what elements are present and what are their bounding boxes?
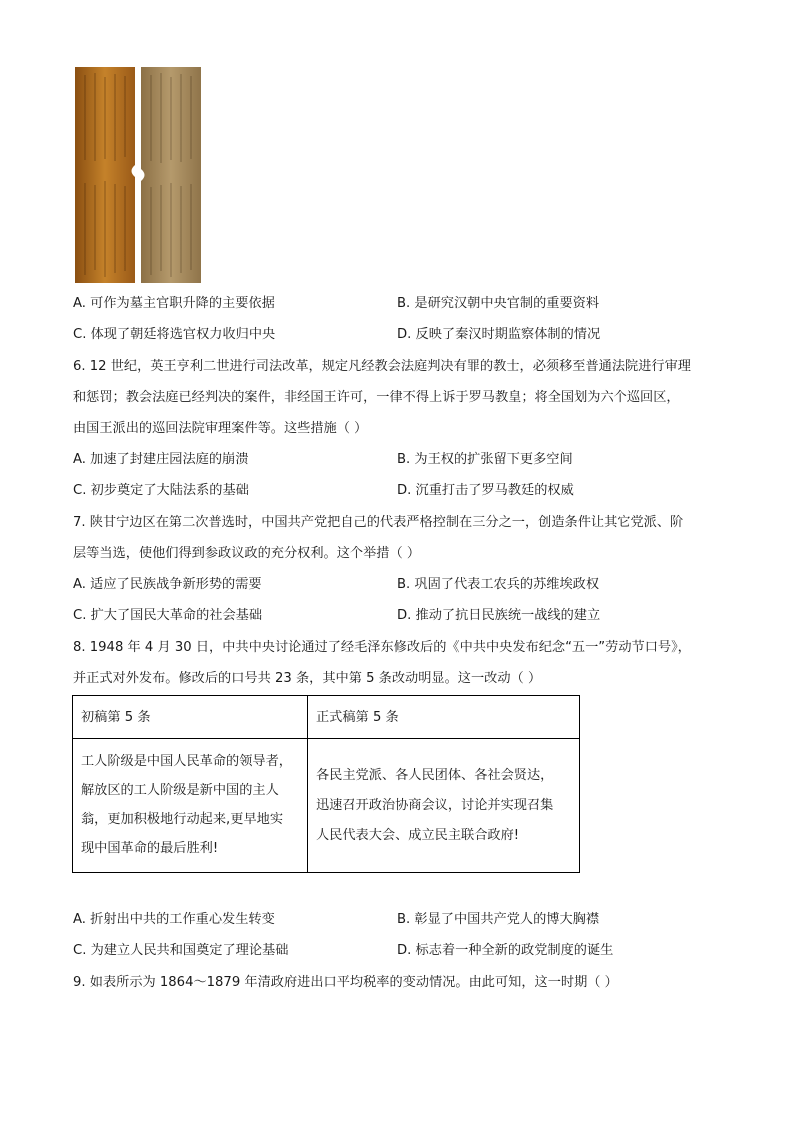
q6-stem-line-1: 6. 12 世纪，英王亨利二世进行司法改革，规定凡经教会法庭判决有罪的教士，必须移至普通法院进行审理 [73, 359, 691, 374]
q8-stem-line-2: 并正式对外发布。修改后的口号共 23 条，其中第 5 条改动明显。这一改动（ ） [73, 671, 542, 686]
draft-line-3: 翁，更加积极地行动起来,更早地实 [81, 812, 284, 827]
q8-option-a[interactable]: A. 折射出中共的工作重心发生转变 [73, 912, 275, 927]
q6-option-a[interactable]: A. 加速了封建庄园法庭的崩溃 [73, 452, 249, 467]
q5-option-d[interactable]: D. 反映了秦汉时期监察体制的情况 [397, 327, 601, 342]
draft-line-2: 解放区的工人阶级是新中国的主人 [81, 783, 279, 798]
q6-stem-line-2: 和惩罚；教会法庭已经判决的案件，非经国王许可，一律不得上诉于罗马教皇；将全国划为六个巡回区， [73, 390, 680, 405]
draft-line-1: 工人阶级是中国人民革命的领导者， [81, 754, 292, 769]
table-column-divider [307, 696, 308, 872]
final-line-1: 各民主党派、各人民团体、各社会贤达， [316, 768, 554, 783]
q7-option-d[interactable]: D. 推动了抗日民族统一战线的建立 [397, 608, 601, 623]
final-line-2: 迅速召开政治协商会议，讨论并实现召集 [316, 798, 554, 813]
q7-stem-line-2: 层等当选，使他们得到参政议政的充分权利。这个举措（ ） [73, 546, 421, 561]
q8-option-c[interactable]: C. 为建立人民共和国奠定了理论基础 [73, 943, 289, 958]
q5-option-b[interactable]: B. 是研究汉朝中央官制的重要资料 [397, 296, 600, 311]
q6-option-b[interactable]: B. 为王权的扩张留下更多空间 [397, 452, 573, 467]
q7-option-b[interactable]: B. 巩固了代表工农兵的苏维埃政权 [397, 577, 600, 592]
q6-stem-line-3: 由国王派出的巡回法院审理案件等。这些措施（ ） [73, 421, 368, 436]
q7-stem-line-1: 7. 陕甘宁边区在第二次普选时，中国共产党把自己的代表严格控制在三分之一，创造条件让其它党派、阶 [73, 515, 684, 530]
q5-option-a[interactable]: A. 可作为墓主官职升降的主要依据 [73, 296, 275, 311]
q8-option-d[interactable]: D. 标志着一种全新的政党制度的诞生 [397, 943, 614, 958]
q8-stem-line-1: 8. 1948 年 4 月 30 日，中共中央讨论通过了经毛泽东修改后的《中共中央发布纪念“五一”劳动节口号》， [73, 640, 691, 655]
table-header-divider [73, 738, 579, 739]
q7-option-a[interactable]: A. 适应了民族战争新形势的需要 [73, 577, 262, 592]
slips-svg [73, 65, 203, 285]
q8-comparison-table [72, 695, 580, 873]
q6-option-d[interactable]: D. 沉重打击了罗马教廷的权威 [397, 483, 574, 498]
q5-option-c[interactable]: C. 体现了朝廷将选官权力收归中央 [73, 327, 276, 342]
bamboo-slips-image [73, 65, 203, 285]
final-line-3: 人民代表大会、成立民主联合政府! [316, 828, 520, 843]
q9-stem-line-1: 9. 如表所示为 1864～1879 年清政府进出口平均税率的变动情况。由此可知，这一时期（ ） [73, 975, 618, 990]
q7-option-c[interactable]: C. 扩大了国民大革命的社会基础 [73, 608, 263, 623]
draft-line-4: 现中国革命的最后胜利! [81, 841, 219, 856]
q8-option-b[interactable]: B. 彰显了中国共产党人的博大胸襟 [397, 912, 600, 927]
table-header-draft: 初稿第 5 条 [81, 710, 151, 725]
table-header-final: 正式稿第 5 条 [316, 710, 399, 725]
q6-option-c[interactable]: C. 初步奠定了大陆法系的基础 [73, 483, 249, 498]
